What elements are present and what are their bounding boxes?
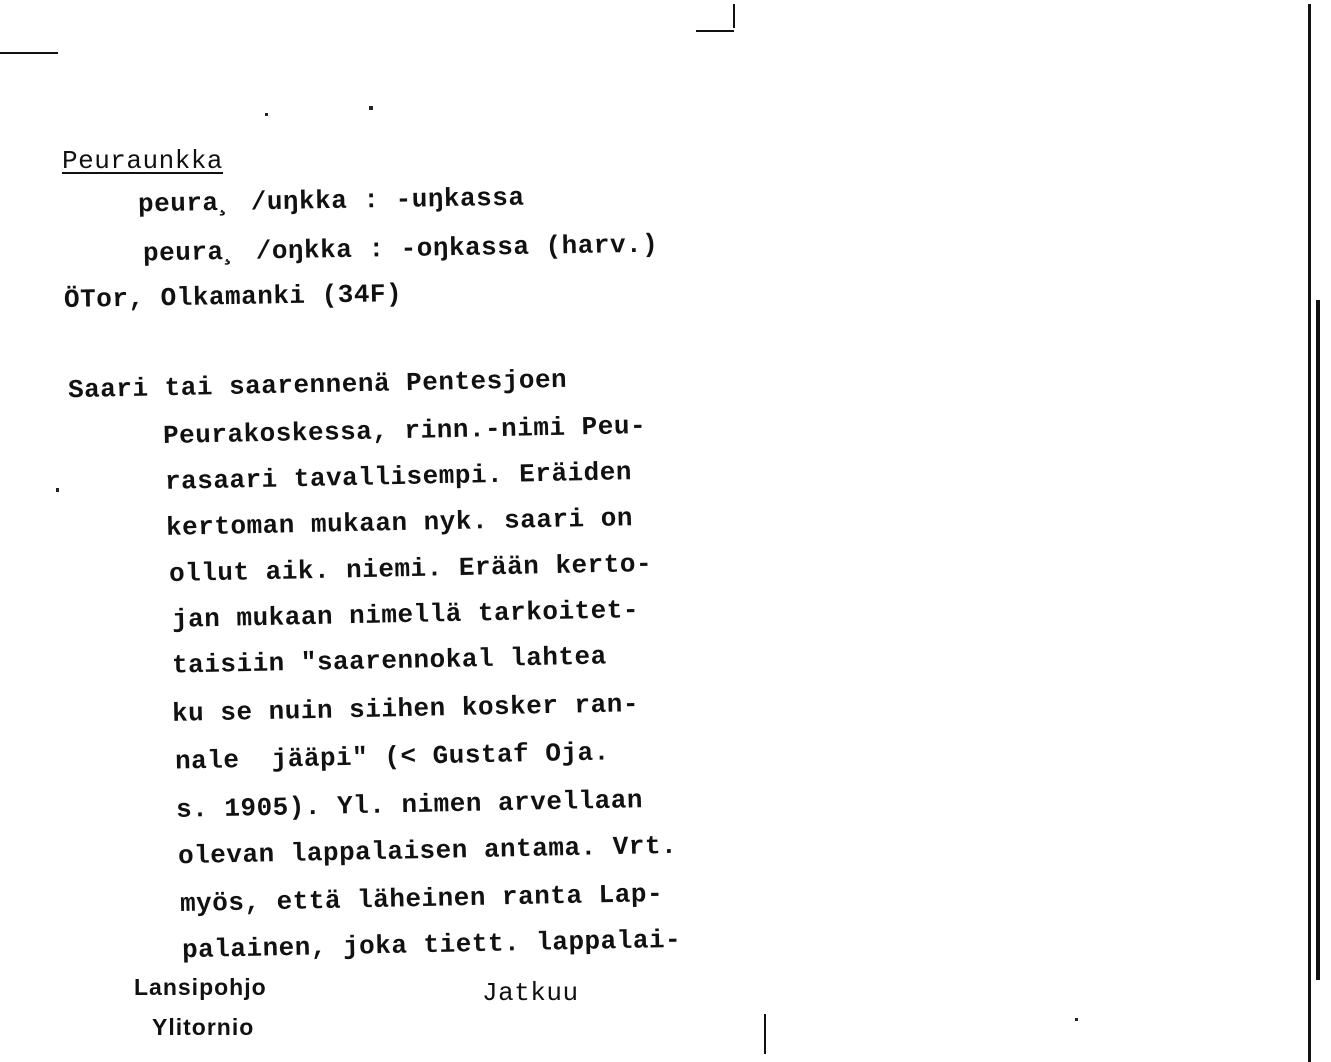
inflection-form-2: peura¸ /oŋkka : -oŋkassa (harv.) — [142, 229, 659, 269]
scan-mark-top-vertical — [733, 4, 735, 28]
stamp-region: Lansipohjo — [134, 974, 267, 1000]
description-line: s. 1905). Yl. nimen arvellaan — [175, 785, 644, 825]
stamp-parish: Ylitornio — [152, 1014, 255, 1040]
description-line: nale jääpi" (< Gustaf Oja. — [174, 737, 611, 777]
description-line: Peurakoskessa, rinn.-nimi Peu- — [162, 410, 647, 452]
continues-note: Jatkuu — [482, 978, 579, 1008]
description-line: olevan lappalaisen antama. Vrt. — [177, 830, 678, 872]
description-line: ollut aik. niemi. Erään kerto- — [168, 548, 653, 590]
scan-mark-top-left — [0, 52, 58, 54]
description-line: jan mukaan nimellä tarkoitet- — [171, 595, 640, 635]
scan-speck — [56, 488, 59, 492]
description-line: palainen, joka tiett. lappalai- — [181, 924, 682, 966]
description-line: rasaari tavallisempi. Eräiden — [164, 457, 633, 497]
inflection-form-1: peura¸ /uŋkka : -uŋkassa — [137, 182, 525, 220]
description-line: myös, että läheinen ranta Lap- — [179, 878, 664, 920]
scan-edge-line-right — [1308, 4, 1311, 1062]
description-line: ku se nuin siihen kosker ran- — [171, 689, 640, 729]
scan-mark-top — [696, 30, 734, 32]
scan-speck — [265, 113, 268, 116]
scan-speck — [369, 106, 373, 110]
location-line: ÖTor, Olkamanki (34F) — [63, 279, 403, 315]
description-line: Saari tai saarennenä Pentesjoen — [67, 364, 568, 406]
description-line: taisiin "saarennokal lahtea — [171, 641, 608, 681]
card-title: Peuraunkka — [62, 146, 224, 176]
scan-speck — [1075, 1018, 1078, 1021]
description-line: kertoman mukaan nyk. saari on — [165, 503, 634, 543]
scan-mark-bottom-vertical — [764, 1014, 766, 1054]
scan-edge-line-right-thick — [1316, 300, 1320, 980]
